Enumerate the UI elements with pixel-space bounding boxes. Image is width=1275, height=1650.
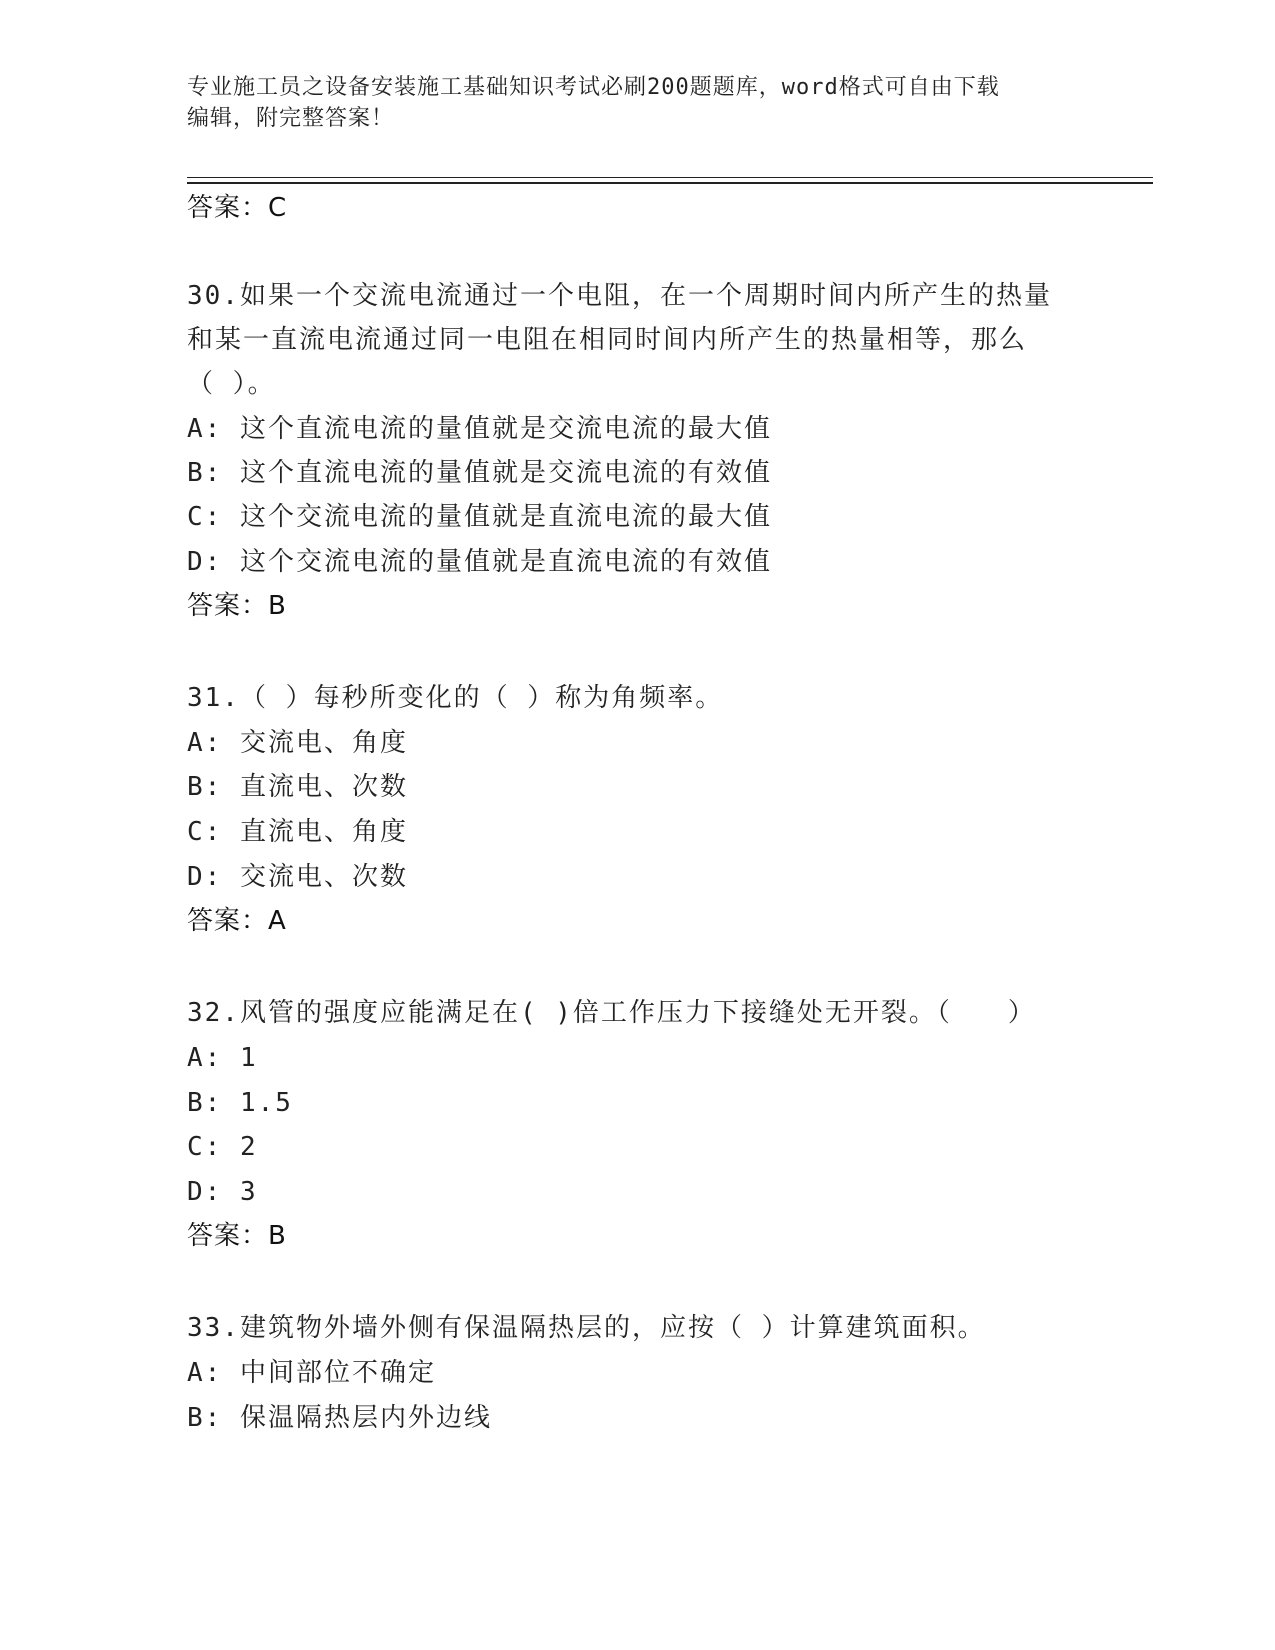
question-31-line-1: 31.（ ）每秒所变化的（ ）称为角频率。 xyxy=(187,683,724,713)
question-30-line-2: 和某一直流电流通过同一电阻在相同时间内所产生的热量相等，那么 xyxy=(187,325,1028,355)
document-header xyxy=(187,72,1087,134)
question-32-option-d: D: 3 xyxy=(187,1177,258,1207)
answer-31: 答案：A xyxy=(187,906,287,936)
question-31-option-d: D: 交流电、次数 xyxy=(187,862,408,892)
header-line-2: 编辑，附完整答案！ xyxy=(187,106,395,131)
question-32-line-1: 32.风管的强度应能满足在( )倍工作压力下接缝处无开裂。（ ） xyxy=(187,998,1036,1028)
question-33-option-b: B: 保温隔热层内外边线 xyxy=(187,1403,492,1433)
question-32-option-b: B: 1.5 xyxy=(187,1088,293,1118)
header-rule-thin xyxy=(187,177,1153,178)
answer-30: 答案：B xyxy=(187,591,287,621)
question-30-option-a: A: 这个直流电流的量值就是交流电流的最大值 xyxy=(187,414,772,444)
question-31-option-b: B: 直流电、次数 xyxy=(187,772,408,802)
question-31-option-c: C: 直流电、角度 xyxy=(187,817,408,847)
header-rule-thick xyxy=(187,182,1153,184)
answer-32: 答案：B xyxy=(187,1221,287,1251)
question-30-option-c: C: 这个交流电流的量值就是直流电流的最大值 xyxy=(187,502,772,532)
question-32-option-c: C: 2 xyxy=(187,1132,258,1162)
header-line-1: 专业施工员之设备安装施工基础知识考试必刷200题题库，word格式可自由下载 xyxy=(187,75,1000,100)
question-30-option-b: B: 这个直流电流的量值就是交流电流的有效值 xyxy=(187,458,772,488)
question-30-line-3: （ ）。 xyxy=(187,369,276,399)
question-33-line-1: 33.建筑物外墙外侧有保温隔热层的，应按（ ）计算建筑面积。 xyxy=(187,1313,986,1343)
question-31-option-a: A: 交流电、角度 xyxy=(187,728,408,758)
question-32-option-a: A: 1 xyxy=(187,1043,258,1073)
question-30-line-1: 30.如果一个交流电流通过一个电阻，在一个周期时间内所产生的热量 xyxy=(187,281,1052,311)
answer-29: 答案：C xyxy=(187,193,288,223)
question-30-option-d: D: 这个交流电流的量值就是直流电流的有效值 xyxy=(187,547,772,577)
question-33-option-a: A: 中间部位不确定 xyxy=(187,1358,436,1388)
